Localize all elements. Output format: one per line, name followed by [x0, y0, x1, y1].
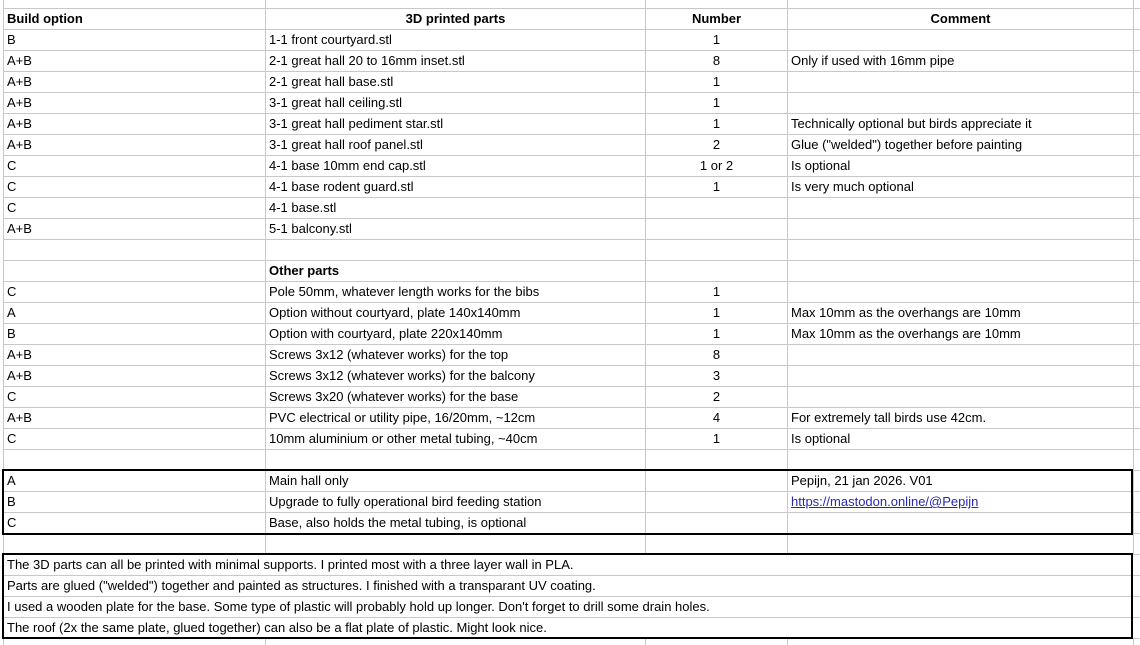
grid-filler	[1134, 135, 1140, 155]
header-row	[4, 9, 1140, 30]
table-row	[4, 156, 1140, 177]
cell-comment[interactable]: Is very much optional	[788, 177, 1134, 197]
cell-number[interactable]: 4	[646, 408, 788, 428]
cell-empty[interactable]	[646, 534, 788, 554]
cell-part[interactable]: 1-1 front courtyard.stl	[266, 30, 646, 50]
cell-number[interactable]: 1 or 2	[646, 156, 788, 176]
cell-part[interactable]: Option without courtyard, plate 140x140mm	[266, 303, 646, 323]
table-row	[4, 135, 1140, 156]
note-line[interactable]: I used a wooden plate for the base. Some type of plastic will probably hold up longer. Don't forget to drill some drain holes.	[7, 599, 710, 614]
table-row	[4, 240, 1140, 261]
cell-empty[interactable]	[788, 513, 1134, 533]
cell-build-code[interactable]: B	[4, 492, 266, 512]
cell-empty[interactable]	[646, 639, 788, 645]
cell-empty[interactable]	[266, 639, 646, 645]
cell-comment[interactable]	[788, 387, 1134, 407]
cell-build-description[interactable]: Base, also holds the metal tubing, is optional	[266, 513, 646, 533]
cell-comment[interactable]: Is optional	[788, 156, 1134, 176]
legend-row	[4, 492, 1140, 513]
cell-build-option[interactable]: C	[4, 387, 266, 407]
grid-filler	[1134, 513, 1140, 533]
cell-build-option[interactable]: A+B	[4, 345, 266, 365]
section-header-row	[4, 261, 1140, 282]
table-row	[4, 51, 1140, 72]
cell-part[interactable]: PVC electrical or utility pipe, 16/20mm, ~12cm	[266, 408, 646, 428]
cell-part[interactable]	[266, 240, 646, 260]
cell-part[interactable]: 2-1 great hall base.stl	[266, 72, 646, 92]
cell-comment[interactable]: Glue ("welded") together before painting	[788, 135, 1134, 155]
grid-filler	[1134, 93, 1140, 113]
cell-build-code[interactable]: C	[4, 513, 266, 533]
notes-row	[4, 618, 1140, 639]
cell-build-option[interactable]: A+B	[4, 366, 266, 386]
column-header-number[interactable]: Number	[646, 9, 788, 29]
cell-number[interactable]: 1	[646, 324, 788, 344]
partial-row-bottom	[4, 639, 1140, 645]
legend-row	[4, 471, 1140, 492]
grid-filler	[1134, 555, 1140, 575]
grid-filler	[1134, 177, 1140, 197]
cell-number[interactable]: 2	[646, 135, 788, 155]
table-row	[4, 345, 1140, 366]
table-row	[4, 72, 1140, 93]
column-header-build-option[interactable]: Build option	[4, 9, 266, 29]
cell-comment[interactable]	[788, 261, 1134, 281]
cell-part[interactable]: 4-1 base.stl	[266, 198, 646, 218]
cell-part[interactable]: 3-1 great hall pediment star.stl	[266, 114, 646, 134]
legend-row	[4, 513, 1140, 534]
cell-build-option[interactable]: C	[4, 156, 266, 176]
grid-filler	[1134, 324, 1140, 344]
cell-comment[interactable]	[788, 93, 1134, 113]
cell-comment[interactable]	[788, 345, 1134, 365]
grid-filler	[1134, 219, 1140, 239]
cell-number[interactable]: 1	[646, 282, 788, 302]
cell-comment[interactable]: Max 10mm as the overhangs are 10mm	[788, 324, 1134, 344]
cell-empty[interactable]	[788, 639, 1134, 645]
table-row	[4, 303, 1140, 324]
cell-comment[interactable]	[788, 72, 1134, 92]
cell-author-version[interactable]: Pepijn, 21 jan 2026. V01	[788, 471, 1134, 491]
cell-build-option[interactable]	[4, 240, 266, 260]
cell-comment[interactable]	[788, 240, 1134, 260]
cell-empty[interactable]	[646, 492, 788, 512]
partial-row-top	[4, 0, 1140, 9]
cell-build-option[interactable]: B	[4, 324, 266, 344]
notes-row	[4, 555, 1140, 576]
grid-filler	[1134, 597, 1140, 617]
cell-number[interactable]: 1	[646, 429, 788, 449]
grid-filler	[1134, 156, 1140, 176]
table-row	[4, 30, 1140, 51]
grid-filler	[1134, 576, 1140, 596]
table-row	[4, 450, 1140, 471]
cell-comment[interactable]	[788, 366, 1134, 386]
cell-number[interactable]: 1	[646, 72, 788, 92]
grid	[3, 0, 1140, 645]
cell-comment[interactable]: Is optional	[788, 429, 1134, 449]
table-row	[4, 408, 1140, 429]
column-header-3d-printed-parts[interactable]: 3D printed parts	[266, 9, 646, 29]
cell-number[interactable]: 1	[646, 93, 788, 113]
cell-number[interactable]: 3	[646, 366, 788, 386]
cell-build-option[interactable]: A+B	[4, 51, 266, 71]
table-row	[4, 366, 1140, 387]
grid-filler	[1134, 51, 1140, 71]
cell-link	[788, 492, 1134, 512]
cell-build-option[interactable]: C	[4, 429, 266, 449]
cell-number[interactable]	[646, 219, 788, 239]
cell-part[interactable]: Option with courtyard, plate 220x140mm	[266, 324, 646, 344]
section-title-other-parts[interactable]: Other parts	[266, 261, 646, 281]
cell-build-option[interactable]: A+B	[4, 114, 266, 134]
grid-filler	[1134, 240, 1140, 260]
table-row	[4, 177, 1140, 198]
cell-part[interactable]: 3-1 great hall roof panel.stl	[266, 135, 646, 155]
cell-empty[interactable]	[4, 534, 266, 554]
grid-filler	[1134, 639, 1140, 645]
cell-number[interactable]	[646, 261, 788, 281]
cell-empty[interactable]	[266, 534, 646, 554]
cell-build-option[interactable]: A	[4, 303, 266, 323]
grid-filler	[1134, 9, 1140, 29]
cell-part[interactable]: 4-1 base 10mm end cap.stl	[266, 156, 646, 176]
cell-empty[interactable]	[4, 0, 266, 8]
cell-part[interactable]: Screws 3x20 (whatever works) for the base	[266, 387, 646, 407]
grid-filler	[1134, 345, 1140, 365]
grid-filler	[1134, 0, 1140, 8]
cell-part[interactable]	[266, 450, 646, 470]
cell-build-option[interactable]: A+B	[4, 135, 266, 155]
grid-filler	[1134, 282, 1140, 302]
cell-comment[interactable]: Only if used with 16mm pipe	[788, 51, 1134, 71]
cell-number[interactable]: 1	[646, 114, 788, 134]
table-row	[4, 198, 1140, 219]
cell-empty[interactable]	[266, 0, 646, 8]
cell-empty[interactable]	[646, 471, 788, 491]
table-row	[4, 387, 1140, 408]
cell-empty[interactable]	[646, 513, 788, 533]
grid-filler	[1134, 261, 1140, 281]
cell-number[interactable]: 2	[646, 387, 788, 407]
cell-comment[interactable]	[788, 198, 1134, 218]
cell-comment[interactable]	[788, 282, 1134, 302]
notes-row	[4, 597, 1140, 618]
table-row	[4, 429, 1140, 450]
cell-number[interactable]: 1	[646, 30, 788, 50]
cell-number[interactable]: 8	[646, 345, 788, 365]
spacer-row	[4, 534, 1140, 555]
grid-filler	[1134, 366, 1140, 386]
grid-filler	[1134, 198, 1140, 218]
cell-number[interactable]: 8	[646, 51, 788, 71]
note-line[interactable]: Parts are glued ("welded") together and painted as structures. I finished with a transparant UV coating.	[7, 578, 596, 593]
table-row	[4, 93, 1140, 114]
cell-part[interactable]: Screws 3x12 (whatever works) for the balcony	[266, 366, 646, 386]
table-row	[4, 219, 1140, 240]
cell-part[interactable]: 4-1 base rodent guard.stl	[266, 177, 646, 197]
cell-build-description[interactable]: Main hall only	[266, 471, 646, 491]
cell-build-option[interactable]	[4, 261, 266, 281]
cell-number[interactable]	[646, 240, 788, 260]
cell-part[interactable]: Pole 50mm, whatever length works for the bibs	[266, 282, 646, 302]
grid-filler	[1134, 72, 1140, 92]
cell-part[interactable]: 10mm aluminium or other metal tubing, ~40cm	[266, 429, 646, 449]
grid-filler	[1134, 534, 1140, 554]
cell-part[interactable]: 5-1 balcony.stl	[266, 219, 646, 239]
table-row	[4, 324, 1140, 345]
grid-filler	[1134, 492, 1140, 512]
mastodon-link[interactable]: https://mastodon.online/@Pepijn	[791, 494, 979, 509]
cell-build-option[interactable]: A+B	[4, 72, 266, 92]
cell-empty[interactable]	[788, 0, 1134, 8]
cell-build-code[interactable]: A	[4, 471, 266, 491]
grid-filler	[1134, 387, 1140, 407]
grid-filler	[1134, 303, 1140, 323]
grid-filler	[1134, 618, 1140, 638]
notes-row	[4, 576, 1140, 597]
cell-part[interactable]: Screws 3x12 (whatever works) for the top	[266, 345, 646, 365]
note-line[interactable]: The 3D parts can all be printed with minimal supports. I printed most with a three layer wall in PLA.	[7, 557, 574, 572]
cell-number[interactable]: 1	[646, 177, 788, 197]
grid-filler	[1134, 450, 1140, 470]
cell-comment[interactable]: For extremely tall birds use 42cm.	[788, 408, 1134, 428]
cell-build-option[interactable]: A+B	[4, 93, 266, 113]
table-row	[4, 114, 1140, 135]
table-row	[4, 282, 1140, 303]
cell-build-option[interactable]	[4, 450, 266, 470]
cell-comment[interactable]: Technically optional but birds appreciate it	[788, 114, 1134, 134]
cell-number[interactable]: 1	[646, 303, 788, 323]
cell-empty[interactable]	[788, 534, 1134, 554]
cell-part[interactable]: 3-1 great hall ceiling.stl	[266, 93, 646, 113]
cell-empty[interactable]	[4, 639, 266, 645]
cell-empty[interactable]	[646, 0, 788, 8]
note-line[interactable]: The roof (2x the same plate, glued together) can also be a flat plate of plastic. Might look nice.	[7, 620, 547, 635]
cell-part[interactable]: 2-1 great hall 20 to 16mm inset.stl	[266, 51, 646, 71]
cell-build-option[interactable]: A+B	[4, 408, 266, 428]
cell-build-option[interactable]: C	[4, 282, 266, 302]
grid-filler	[1134, 429, 1140, 449]
grid-filler	[1134, 408, 1140, 428]
cell-build-option[interactable]: B	[4, 30, 266, 50]
cell-build-option[interactable]: A+B	[4, 219, 266, 239]
cell-number[interactable]	[646, 198, 788, 218]
cell-comment[interactable]: Max 10mm as the overhangs are 10mm	[788, 303, 1134, 323]
cell-comment[interactable]	[788, 30, 1134, 50]
cell-comment[interactable]	[788, 450, 1134, 470]
grid-filler	[1134, 471, 1140, 491]
cell-number[interactable]	[646, 450, 788, 470]
cell-comment[interactable]	[788, 219, 1134, 239]
cell-build-option[interactable]: C	[4, 177, 266, 197]
grid-filler	[1134, 114, 1140, 134]
cell-build-option[interactable]: C	[4, 198, 266, 218]
grid-filler	[1134, 30, 1140, 50]
cell-build-description[interactable]: Upgrade to fully operational bird feeding station	[266, 492, 646, 512]
column-header-comment[interactable]: Comment	[788, 9, 1134, 29]
